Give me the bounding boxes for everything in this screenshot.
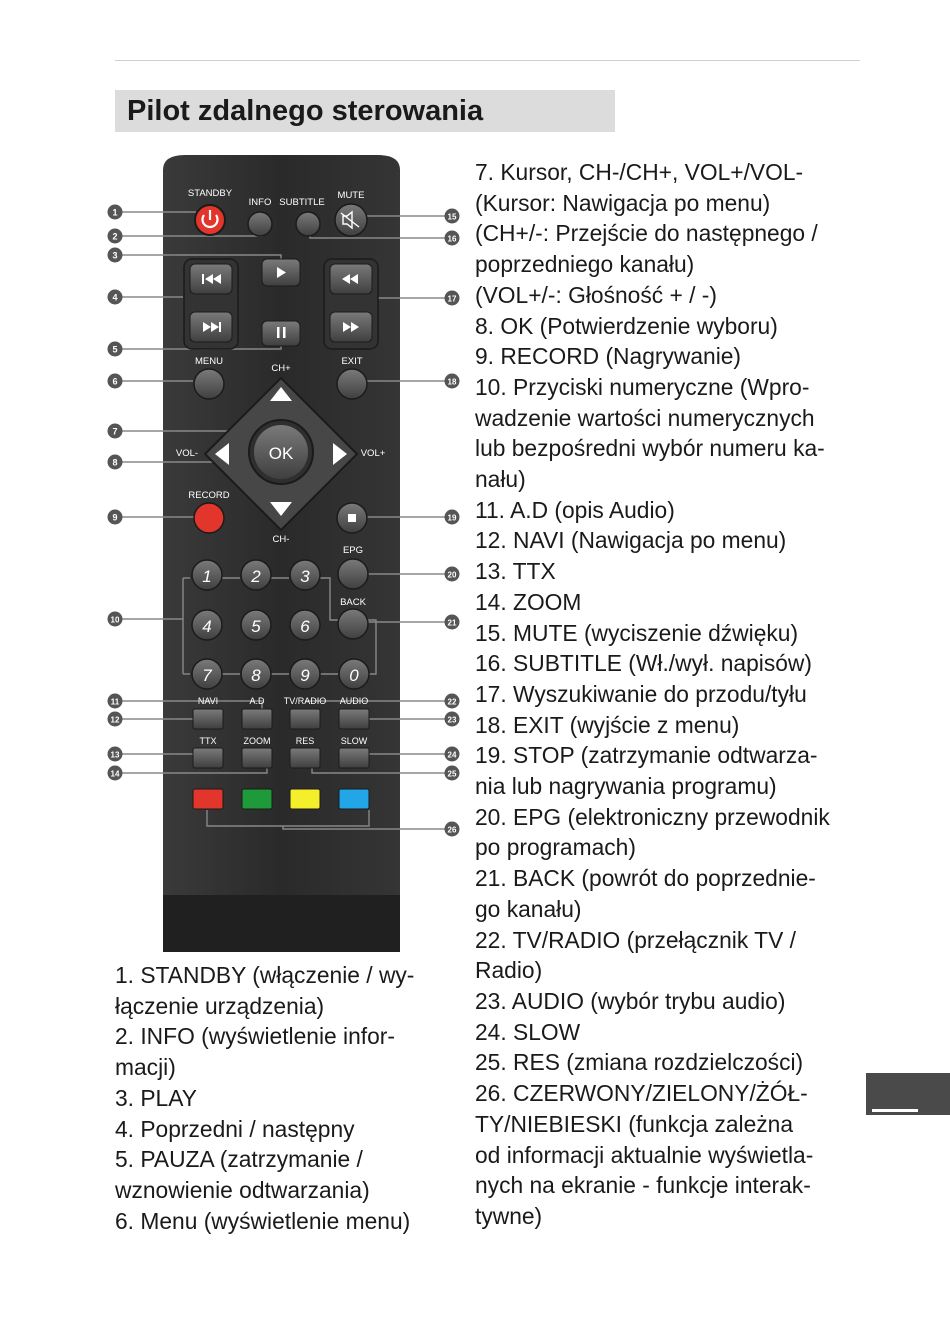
description-line: 2. INFO (wyświetlenie infor- — [115, 1023, 395, 1050]
description-line: 10. Przyciski numeryczne (Wpro- — [475, 373, 810, 400]
description-line: 15. MUTE (wyciszenie dźwięku) — [475, 619, 799, 646]
subtitle-button — [296, 212, 320, 236]
description-line: 16. SUBTITLE (Wł./wył. napisów) — [475, 650, 812, 677]
tv-radio-button — [290, 709, 320, 729]
epg-button — [338, 559, 368, 589]
description-line: 21. BACK (powrót do poprzednie- — [475, 865, 816, 892]
callout-number: 18 — [447, 377, 457, 387]
callout-number: 22 — [447, 697, 457, 707]
callout-number: 21 — [447, 618, 457, 628]
label-standby: STANDBY — [187, 188, 233, 199]
callout-number: 24 — [447, 750, 457, 760]
label-tv-radio: TV/RADIO — [283, 696, 327, 706]
callout-number: 25 — [447, 769, 457, 779]
description-line: TY/NIEBIESKI (funkcja zależna — [475, 1110, 794, 1137]
description-line: lub bezpośredni wybór numeru ka- — [475, 435, 825, 462]
info-button — [248, 212, 272, 236]
green-button — [242, 789, 272, 809]
callout-number: 3 — [112, 250, 118, 261]
digit-label: 8 — [251, 666, 261, 685]
label-ch-plus: CH+ — [271, 363, 291, 374]
pause-button — [262, 321, 300, 346]
description-line: 19. STOP (zatrzymanie odtwarza- — [475, 742, 818, 769]
description-line: tywne) — [475, 1202, 543, 1229]
description-line: Radio) — [475, 957, 543, 984]
callout-number: 8 — [112, 457, 118, 468]
label-exit: EXIT — [341, 356, 363, 367]
label-slow: SLOW — [340, 736, 368, 746]
stop-icon — [348, 514, 356, 522]
description-line: 14. ZOOM — [475, 588, 582, 615]
callout-number: 2 — [112, 231, 118, 242]
callout-number: 14 — [110, 769, 120, 779]
label-ttx: TTX — [199, 736, 217, 746]
callout-number: 4 — [112, 292, 118, 303]
exit-button — [337, 369, 367, 399]
callout-number: 9 — [112, 512, 118, 523]
digit-label: 9 — [300, 666, 310, 685]
ttx-button — [193, 748, 223, 768]
back-button — [338, 609, 368, 639]
navi-button — [193, 709, 223, 729]
label-ad: A.D — [249, 696, 265, 706]
description-line: 1. STANDBY (włączenie / wy- — [115, 962, 415, 988]
description-line: od informacji aktualnie wyświetla- — [475, 1141, 814, 1168]
callout-number: 12 — [110, 715, 120, 725]
description-line: poprzedniego kanału) — [475, 251, 695, 278]
description-line: łączenie urządzenia) — [115, 992, 325, 1019]
description-line: 3. PLAY — [115, 1084, 197, 1111]
callout-number: 20 — [447, 570, 457, 580]
label-info: INFO — [248, 197, 272, 208]
label-back: BACK — [340, 597, 366, 608]
callout-number: 26 — [447, 825, 457, 835]
label-subtitle: SUBTITLE — [279, 197, 325, 208]
callout-number: 5 — [112, 344, 118, 355]
label-res: RES — [295, 736, 315, 746]
label-record: RECORD — [188, 490, 230, 501]
label-mute: MUTE — [337, 190, 365, 201]
menu-button — [194, 369, 224, 399]
description-line: (Kursor: Nawigacja po menu) — [475, 189, 771, 216]
description-line: nału) — [475, 466, 526, 493]
record-button — [194, 503, 224, 533]
label-vol-minus: VOL- — [175, 448, 199, 459]
digit-label: 6 — [300, 617, 310, 636]
description-line: po programach) — [475, 834, 636, 861]
digit-label: 3 — [300, 567, 310, 586]
description-line: macji) — [115, 1054, 176, 1081]
digit-label: 2 — [251, 567, 261, 586]
label-vol-plus: VOL+ — [360, 448, 386, 459]
ad-button — [242, 709, 272, 729]
description-line: 20. EPG (elektroniczny przewodnik — [475, 803, 830, 830]
digit-label: 1 — [202, 567, 212, 586]
label-epg: EPG — [342, 545, 364, 556]
res-button — [290, 748, 320, 768]
description-line: wznowienie odtwarzania) — [115, 1176, 370, 1203]
description-line: 24. SLOW — [475, 1018, 581, 1045]
remote-bottom-panel — [163, 895, 400, 952]
red-button — [193, 789, 223, 809]
description-line: 26. CZERWONY/ZIELONY/ŻÓŁ- — [475, 1080, 808, 1107]
section-side-tab — [866, 1073, 950, 1115]
digit-label: 4 — [202, 617, 212, 636]
description-line: wadzenie wartości numerycznych — [475, 404, 815, 431]
callout-number: 1 — [112, 207, 118, 218]
description-line: nia lub nagrywania programu) — [475, 773, 777, 800]
audio-button — [339, 709, 369, 729]
description-line: 25. RES (zmiana rozdzielczości) — [475, 1049, 804, 1076]
blue-button — [339, 789, 369, 809]
description-line: 4. Poprzedni / następny — [115, 1115, 355, 1142]
callout-number: 6 — [112, 376, 118, 387]
callout-number: 16 — [447, 234, 457, 244]
yellow-button — [290, 789, 320, 809]
left-description-column — [115, 960, 460, 1236]
description-line: 8. OK (Potwierdzenie wyboru) — [475, 312, 778, 339]
description-line: 5. PAUZA (zatrzymanie / — [115, 1146, 363, 1173]
label-ch-minus: CH- — [272, 534, 290, 545]
label-zoom: ZOOM — [243, 736, 271, 746]
label-ok: OK — [268, 444, 294, 463]
description-line: 23. AUDIO (wybór trybu audio) — [475, 987, 786, 1014]
description-line: 13. TTX — [475, 558, 556, 585]
description-line: 18. EXIT (wyjście z menu) — [475, 711, 740, 738]
digit-label: 0 — [349, 666, 359, 685]
description-line: 9. RECORD (Nagrywanie) — [475, 343, 742, 370]
description-line: (VOL+/-: Głośność + / -) — [475, 281, 717, 308]
slow-button — [339, 748, 369, 768]
zoom-button — [242, 748, 272, 768]
callout-number: 15 — [447, 212, 457, 222]
callout-number: 10 — [110, 615, 120, 625]
side-tab-bar — [872, 1109, 918, 1112]
callout-number: 13 — [110, 750, 120, 760]
callout-number: 11 — [110, 697, 120, 707]
description-line: 7. Kursor, CH-/CH+, VOL+/VOL- — [475, 159, 804, 185]
description-line: (CH+/-: Przejście do następnego / — [475, 220, 818, 247]
description-line: 11. A.D (opis Audio) — [475, 496, 675, 523]
label-navi: NAVI — [197, 696, 219, 706]
description-line: go kanału) — [475, 895, 582, 922]
description-line: 17. Wyszukiwanie do przodu/tyłu — [475, 680, 807, 707]
label-menu: MENU — [195, 356, 223, 367]
callout-number: 7 — [112, 426, 118, 437]
description-line: nych na ekranie - funkcje interak- — [475, 1172, 811, 1199]
description-line: 6. Menu (wyświetlenie menu) — [115, 1207, 411, 1234]
callout-number: 19 — [447, 513, 457, 523]
digit-label: 5 — [251, 617, 261, 636]
description-line: 12. NAVI (Nawigacja po menu) — [475, 527, 787, 554]
label-audio: AUDIO — [339, 696, 369, 706]
callout-number: 23 — [447, 715, 457, 725]
description-line: 22. TV/RADIO (przełącznik TV / — [475, 926, 796, 953]
digit-label: 7 — [202, 666, 212, 685]
right-description-column — [475, 157, 885, 1232]
callout-number: 17 — [447, 294, 457, 304]
page-title: Pilot zdalnego sterowania — [127, 95, 484, 127]
